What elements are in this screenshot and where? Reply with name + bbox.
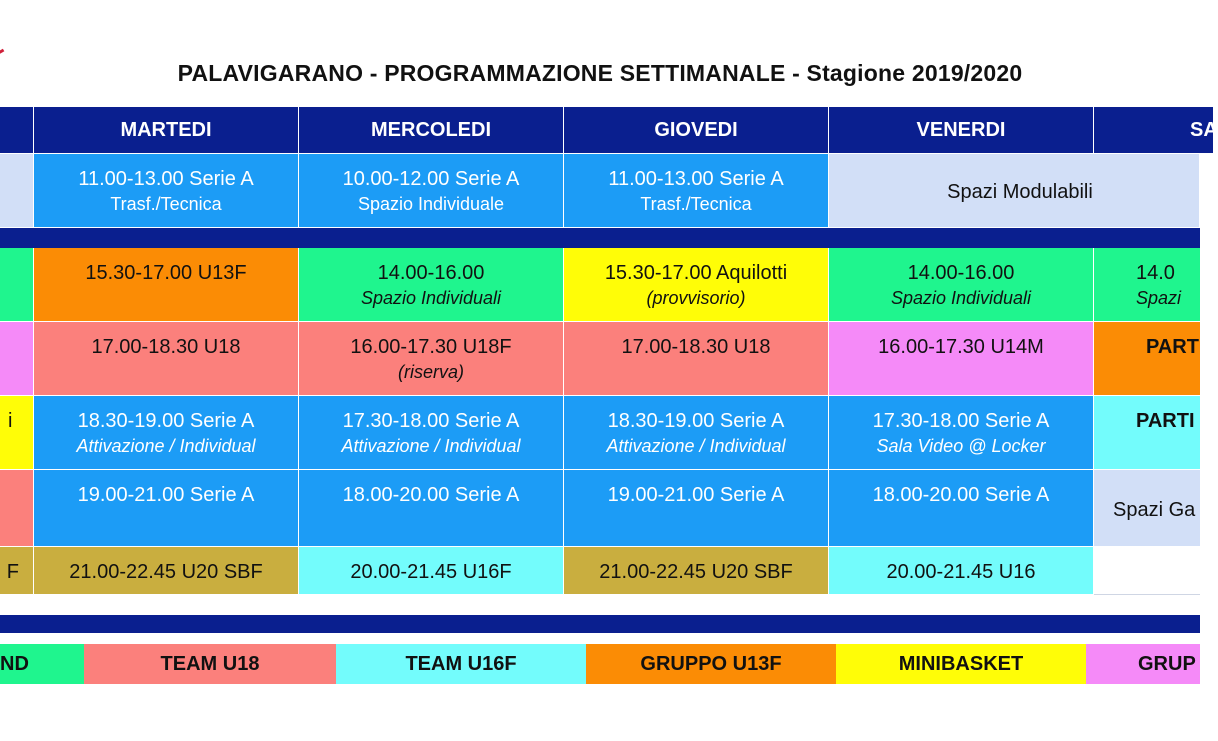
schedule-cell [299, 470, 564, 547]
cell-note: Trasf./Tecnica [640, 194, 752, 214]
cell-time: 18.30-19.00 Serie A [607, 410, 785, 432]
schedule-cell [34, 396, 299, 470]
schedule-cell [1094, 322, 1200, 396]
cell-note: Attivazione / Individual [341, 436, 521, 456]
cell-time: 17.00-18.30 U18 [91, 336, 241, 358]
schedule-cell [1094, 396, 1200, 470]
schedule-cell [34, 470, 299, 547]
legend-item: TEAM U16F [336, 644, 586, 684]
cell-time: PART [1146, 336, 1199, 358]
cell-note: Spazio Individuali [890, 288, 1032, 308]
schedule-cell [829, 248, 1094, 322]
cell-time: 15.30-17.00 Aquilotti [604, 262, 788, 284]
row-label-0 [0, 154, 34, 228]
legend-item: GRUP [1086, 644, 1200, 684]
schedule-cell [34, 154, 299, 228]
cell-note: (provvisorio) [646, 288, 746, 308]
schedule-cell [299, 248, 564, 322]
schedule-cell [299, 396, 564, 470]
schedule-cell [564, 470, 829, 547]
schedule-cell [299, 154, 564, 228]
cell-note: Trasf./Tecnica [110, 194, 222, 214]
day-header-giovedi: GIOVEDI [564, 107, 829, 154]
cell-time: 18.30-19.00 Serie A [77, 410, 255, 432]
cell-time: 19.00-21.00 Serie A [607, 484, 785, 506]
schedule-cell [299, 322, 564, 396]
cell-time: 11.00-13.00 Serie A [608, 168, 784, 190]
schedule-cell [564, 322, 829, 396]
cell-time: 16.00-17.30 U14M [878, 336, 1044, 358]
cell-time: 14.00-16.00 [907, 262, 1015, 284]
schedule-cell [829, 322, 1094, 396]
legend-item: ND [0, 644, 84, 684]
schedule-cell [1094, 547, 1200, 595]
row-label-3: i [0, 396, 34, 470]
cell-note: Spazi [1136, 288, 1182, 308]
cell-time: 14.0 [1136, 262, 1175, 284]
cell-time: 21.00-22.45 U20 SBF [69, 561, 263, 583]
schedule-cell [829, 396, 1094, 470]
cell-time: Spazi Modulabili [947, 181, 1093, 203]
row-label-4 [0, 470, 34, 547]
day-header-venerdi: VENERDI [829, 107, 1094, 154]
schedule-cell [829, 154, 1200, 228]
schedule-cell [829, 547, 1094, 595]
cell-note: Spazio Individuale [357, 194, 505, 214]
cell-note: Spazio Individuali [360, 288, 502, 308]
cell-time: 19.00-21.00 Serie A [77, 484, 255, 506]
schedule-cell [564, 547, 829, 595]
logo-mark [0, 49, 4, 55]
cell-time: 18.00-20.00 Serie A [342, 484, 520, 506]
cell-time: 16.00-17.30 U18F [350, 336, 512, 358]
cell-note: Attivazione / Individual [76, 436, 256, 456]
schedule-cell [564, 396, 829, 470]
legend-item: GRUPPO U13F [586, 644, 836, 684]
schedule-cell [564, 248, 829, 322]
day-header-sabato: SA [1094, 107, 1214, 154]
bottom-separator-bar [0, 615, 1200, 633]
cell-time: 11.00-13.00 Serie A [78, 168, 254, 190]
schedule-cell [1094, 248, 1200, 322]
cell-time: 17.00-18.30 U18 [621, 336, 771, 358]
schedule-cell [1094, 470, 1200, 547]
schedule-cell [34, 547, 299, 595]
cell-time: Spazi Ga [1113, 499, 1196, 521]
schedule-cell [34, 322, 299, 396]
schedule-cell [829, 470, 1094, 547]
cell-time: 14.00-16.00 [377, 262, 485, 284]
separator-bar [0, 228, 1200, 248]
schedule-cell [34, 248, 299, 322]
day-header-mercoledi: MERCOLEDI [299, 107, 564, 154]
day-header-martedi: MARTEDI [34, 107, 299, 154]
cell-note: Attivazione / Individual [606, 436, 786, 456]
row-label-1 [0, 248, 34, 322]
cell-time: 20.00-21.45 U16F [350, 561, 512, 583]
header-left-cell [0, 107, 34, 154]
cell-time: 20.00-21.45 U16 [886, 561, 1036, 583]
cell-time: 21.00-22.45 U20 SBF [599, 561, 793, 583]
cell-time: 18.00-20.00 Serie A [872, 484, 1050, 506]
schedule-cell [564, 154, 829, 228]
row-label-5: F [0, 547, 34, 595]
cell-time: 17.30-18.00 Serie A [872, 410, 1050, 432]
legend-item: TEAM U18 [84, 644, 336, 684]
cell-time: 15.30-17.00 U13F [85, 262, 247, 284]
cell-note: (riserva) [398, 362, 464, 382]
cell-time: PARTI [1136, 410, 1195, 432]
page-title: PALAVIGARANO - PROGRAMMAZIONE SETTIMANALE - Stagione 2019/2020 [177, 60, 1023, 86]
schedule-cell [299, 547, 564, 595]
row-label-2 [0, 322, 34, 396]
cell-note: Sala Video @ Locker [876, 436, 1046, 456]
legend-item: MINIBASKET [836, 644, 1086, 684]
cell-time: 10.00-12.00 Serie A [342, 168, 520, 190]
cell-time: 17.30-18.00 Serie A [342, 410, 520, 432]
